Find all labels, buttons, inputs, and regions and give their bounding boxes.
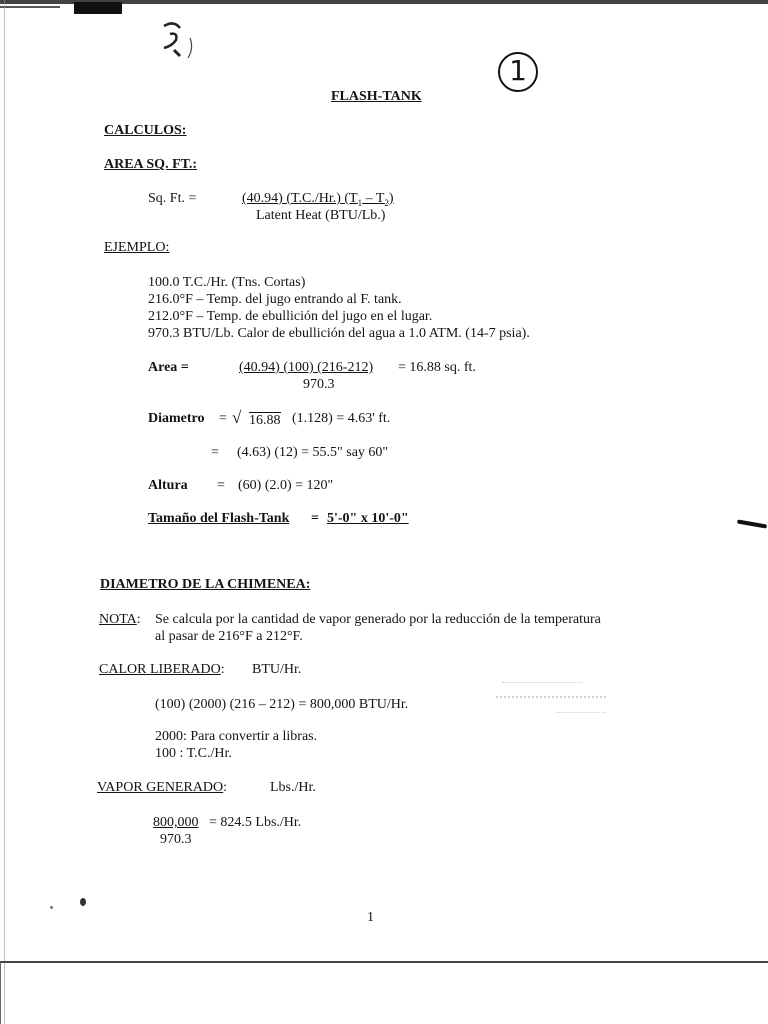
altura-text: (60) (2.0) = 120"	[238, 478, 334, 493]
diametro-eq: =	[219, 411, 227, 426]
area-label: Area =	[148, 360, 189, 375]
calor-units: BTU/Hr.	[252, 662, 302, 677]
altura-eq: =	[217, 478, 225, 493]
tamano-label: Tamaño del Flash-Tank	[148, 511, 290, 526]
area-result: = 16.88 sq. ft.	[398, 360, 476, 375]
calor-calc: (100) (2000) (216 – 212) = 800,000 BTU/Hr.	[155, 697, 409, 712]
scan-speck	[50, 906, 53, 909]
calor-colon: :	[220, 662, 225, 677]
footer-page-number: 1	[367, 910, 374, 925]
vapor-result: = 824.5 Lbs./Hr.	[209, 815, 302, 830]
page-title: FLASH-TANK	[331, 89, 422, 104]
tamano-value: 5'-0" x 10'-0"	[327, 511, 409, 526]
diametro-label: Diametro	[148, 411, 205, 426]
formula-lhs: Sq. Ft. =	[148, 191, 197, 206]
area-numerator: (40.94) (100) (216-212)	[239, 360, 374, 375]
radical-sign: √	[232, 408, 242, 427]
handwritten-mark	[150, 18, 200, 64]
calor-label	[99, 663, 225, 677]
scan-top-streak	[0, 6, 60, 8]
formula-close: )	[388, 191, 394, 206]
vapor-colon: :	[223, 780, 228, 795]
altura-label: Altura	[148, 478, 188, 493]
note-line: 2000: Para convertir a libras.	[155, 729, 318, 744]
example-line: 100.0 T.C./Hr. (Tns. Cortas)	[148, 275, 306, 290]
formula-sub2: 2	[384, 197, 389, 208]
chimenea-heading: DIAMETRO DE LA CHIMENEA:	[100, 577, 311, 592]
example-line: 216.0°F – Temp. del jugo entrando al F. tank.	[148, 292, 402, 307]
scan-bottom-left-edge	[0, 962, 1, 1024]
area-denominator: 970.3	[303, 377, 335, 392]
calor-label-text: CALOR LIBERADO	[99, 662, 221, 677]
nota-line2: al pasar de 216°F a 212°F.	[155, 629, 303, 644]
formula-denominator: Latent Heat (BTU/Lb.)	[256, 208, 386, 223]
formula-numerator	[242, 192, 394, 208]
bleed-through-marks	[496, 680, 616, 724]
diametro2-text: (4.63) (12) = 55.5" say 60"	[237, 445, 389, 460]
formula-minus: – T	[362, 191, 385, 206]
circled-page-number-text: 1	[509, 54, 527, 87]
scan-bottom-line	[0, 961, 768, 963]
area-heading: AREA SQ. FT.:	[104, 157, 198, 172]
scan-top-blot	[74, 2, 122, 14]
tamano-eq: =	[311, 511, 319, 526]
scan-left-edge	[4, 0, 5, 1024]
vapor-label-text: VAPOR GENERADO	[97, 780, 224, 795]
vapor-numerator: 800,000	[153, 815, 199, 830]
nota-label	[99, 613, 141, 627]
nota-line1: Se calcula por la cantidad de vapor generado por la reducción de la temperatura	[155, 612, 601, 627]
diametro2-eq: =	[211, 445, 219, 460]
radicand: 16.88	[249, 413, 281, 428]
example-line: 970.3 BTU/Lb. Calor de ebullición del agua a 1.0 ATM. (14-7 psia).	[148, 326, 530, 341]
vapor-label	[97, 781, 227, 795]
example-line: 212.0°F – Temp. de ebullición del jugo en el lugar.	[148, 309, 433, 324]
formula-num-main: (40.94) (T.C./Hr.) (T	[242, 191, 358, 206]
note-line: 100 : T.C./Hr.	[155, 746, 232, 761]
nota-label-text: NOTA	[99, 612, 137, 627]
ejemplo-heading: EJEMPLO:	[104, 240, 170, 255]
calculos-heading: CALCULOS:	[104, 123, 187, 138]
scan-right-dash	[737, 519, 767, 528]
diametro-rest: (1.128) = 4.63' ft.	[292, 411, 391, 426]
formula-sub1: 1	[357, 197, 363, 208]
vapor-denominator: 970.3	[160, 832, 192, 847]
nota-colon: :	[136, 612, 141, 627]
scan-speck	[80, 898, 86, 906]
vapor-units: Lbs./Hr.	[270, 780, 316, 795]
